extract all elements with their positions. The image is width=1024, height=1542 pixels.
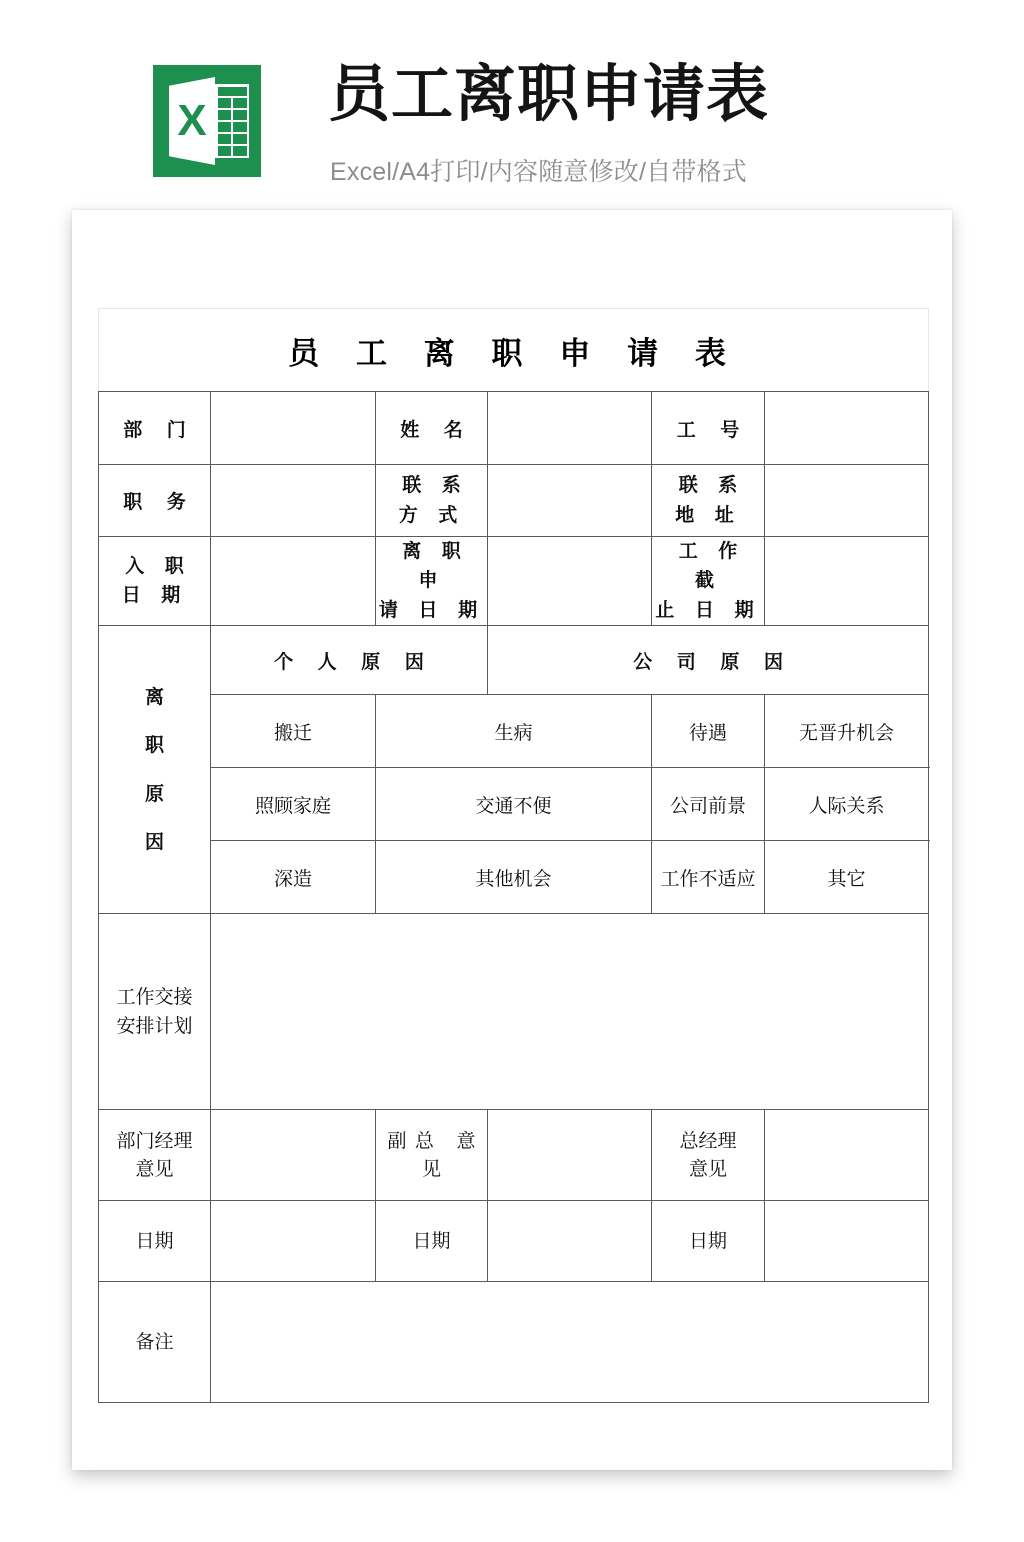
- label-hire-date-line1: 入 职: [125, 554, 191, 577]
- label-last-work-date-line1: 工 作 截: [678, 540, 745, 592]
- field-department[interactable]: [211, 392, 376, 465]
- label-resign-reason: [99, 626, 211, 914]
- label-resign-reason-char-0: 离: [144, 685, 164, 708]
- excel-icon-letter: X: [177, 96, 207, 145]
- reason-option-illness[interactable]: 生病: [376, 695, 652, 768]
- label-last-work-date-line2: 止 日 期: [655, 598, 761, 621]
- label-contact-address-line2: 地 址: [675, 503, 741, 526]
- label-contact-address-line1: 联 系: [678, 474, 745, 497]
- header-personal-reason: 个 人 原 因: [211, 626, 488, 695]
- doc-title: 员 工 离 职 申 请 表: [288, 335, 739, 372]
- field-name[interactable]: [488, 392, 652, 465]
- label-position: 职 务: [99, 465, 211, 537]
- label-department: 部 门: [99, 392, 211, 465]
- label-handover-plan-line2: 安排计划: [116, 1014, 193, 1037]
- field-general-manager-opinion[interactable]: [765, 1110, 929, 1201]
- label-resign-apply-date-line1: 离 职 申: [402, 540, 468, 592]
- label-vice-president-opinion: [376, 1110, 488, 1201]
- reason-option-further-study[interactable]: 深造: [211, 841, 376, 914]
- field-resign-apply-date[interactable]: [488, 537, 652, 626]
- table-row-dates: [99, 1201, 929, 1282]
- label-hire-date-line2: 日 期: [121, 584, 188, 607]
- label-general-manager-opinion-line1: 总经理: [679, 1129, 737, 1152]
- label-general-manager-opinion: [652, 1110, 765, 1201]
- field-date-1[interactable]: [211, 1201, 376, 1282]
- label-handover-plan-line1: 工作交接: [116, 986, 193, 1009]
- label-contact-address: [652, 465, 765, 537]
- doc-title-cell: [99, 309, 929, 392]
- reason-option-commute[interactable]: 交通不便: [376, 768, 652, 841]
- excel-icon-grid: [215, 84, 249, 158]
- field-dept-manager-opinion[interactable]: [211, 1110, 376, 1201]
- page-title: 员工离职申请表: [328, 60, 770, 129]
- reason-option-other[interactable]: 其它: [765, 841, 929, 914]
- label-resign-reason-char-1: 职: [144, 734, 164, 757]
- reason-option-other-opportunity[interactable]: 其他机会: [376, 841, 652, 914]
- field-vice-president-opinion[interactable]: [488, 1110, 652, 1201]
- table-row-reason-options-3: [99, 841, 929, 914]
- field-contact-address[interactable]: [765, 465, 929, 537]
- label-date-1: 日期: [99, 1201, 211, 1282]
- label-vice-president-opinion-line1: 副总 意: [387, 1129, 476, 1152]
- resignation-form-table: [98, 308, 929, 1403]
- label-general-manager-opinion-line2: 意见: [688, 1158, 727, 1181]
- label-hire-date: [99, 537, 211, 626]
- excel-icon: [153, 65, 261, 177]
- label-resign-reason-char-2: 原: [144, 782, 164, 805]
- label-contact-method-line2: 方 式: [398, 503, 465, 526]
- table-row-reason-header: [99, 626, 929, 695]
- label-date-3: 日期: [652, 1201, 765, 1282]
- field-last-work-date[interactable]: [765, 537, 929, 626]
- table-row-reason-options-2: [99, 768, 929, 841]
- reason-option-relocation[interactable]: 搬迁: [211, 695, 376, 768]
- table-row-remark: [99, 1282, 929, 1403]
- label-remark: 备注: [99, 1282, 211, 1403]
- label-contact-method: [376, 465, 488, 537]
- reason-option-company-prospects[interactable]: 公司前景: [652, 768, 765, 841]
- resignation-form: [98, 308, 928, 1403]
- field-position[interactable]: [211, 465, 376, 537]
- table-row-basic-1: [99, 392, 929, 465]
- label-employee-no: 工 号: [652, 392, 765, 465]
- field-date-2[interactable]: [488, 1201, 652, 1282]
- field-remark[interactable]: [211, 1282, 929, 1403]
- label-dept-manager-opinion: [99, 1110, 211, 1201]
- table-row-reason-options-1: [99, 695, 929, 768]
- label-dept-manager-opinion-line1: 部门经理: [116, 1129, 193, 1152]
- page-banner: [0, 0, 1024, 210]
- label-resign-apply-date: [376, 537, 488, 626]
- table-row-basic-2: [99, 465, 929, 537]
- field-contact-method[interactable]: [488, 465, 652, 537]
- table-row-basic-3: [99, 537, 929, 626]
- label-handover-plan: [99, 914, 211, 1110]
- table-row-doc-title: [99, 309, 929, 392]
- label-resign-apply-date-line2: 请 日 期: [378, 598, 485, 621]
- label-contact-method-line1: 联 系: [402, 474, 468, 497]
- label-last-work-date: [652, 537, 765, 626]
- label-dept-manager-opinion-line2: 意见: [135, 1158, 174, 1181]
- label-vice-president-opinion-line2: 见: [421, 1158, 441, 1181]
- reason-option-compensation[interactable]: 待遇: [652, 695, 765, 768]
- table-row-handover: [99, 914, 929, 1110]
- reason-option-job-mismatch[interactable]: 工作不适应: [652, 841, 765, 914]
- field-hire-date[interactable]: [211, 537, 376, 626]
- label-name: 姓 名: [376, 392, 488, 465]
- page-subtitle: Excel/A4打印/内容随意修改/自带格式: [330, 158, 747, 186]
- field-employee-no[interactable]: [765, 392, 929, 465]
- reason-option-relationships[interactable]: 人际关系: [765, 768, 929, 841]
- table-row-opinions: [99, 1110, 929, 1201]
- label-resign-reason-char-3: 因: [144, 831, 164, 854]
- field-date-3[interactable]: [765, 1201, 929, 1282]
- reason-option-no-promotion[interactable]: 无晋升机会: [765, 695, 929, 768]
- field-handover-plan[interactable]: [211, 914, 929, 1110]
- label-date-2: 日期: [376, 1201, 488, 1282]
- header-company-reason: 公 司 原 因: [488, 626, 929, 695]
- reason-option-family-care[interactable]: 照顾家庭: [211, 768, 376, 841]
